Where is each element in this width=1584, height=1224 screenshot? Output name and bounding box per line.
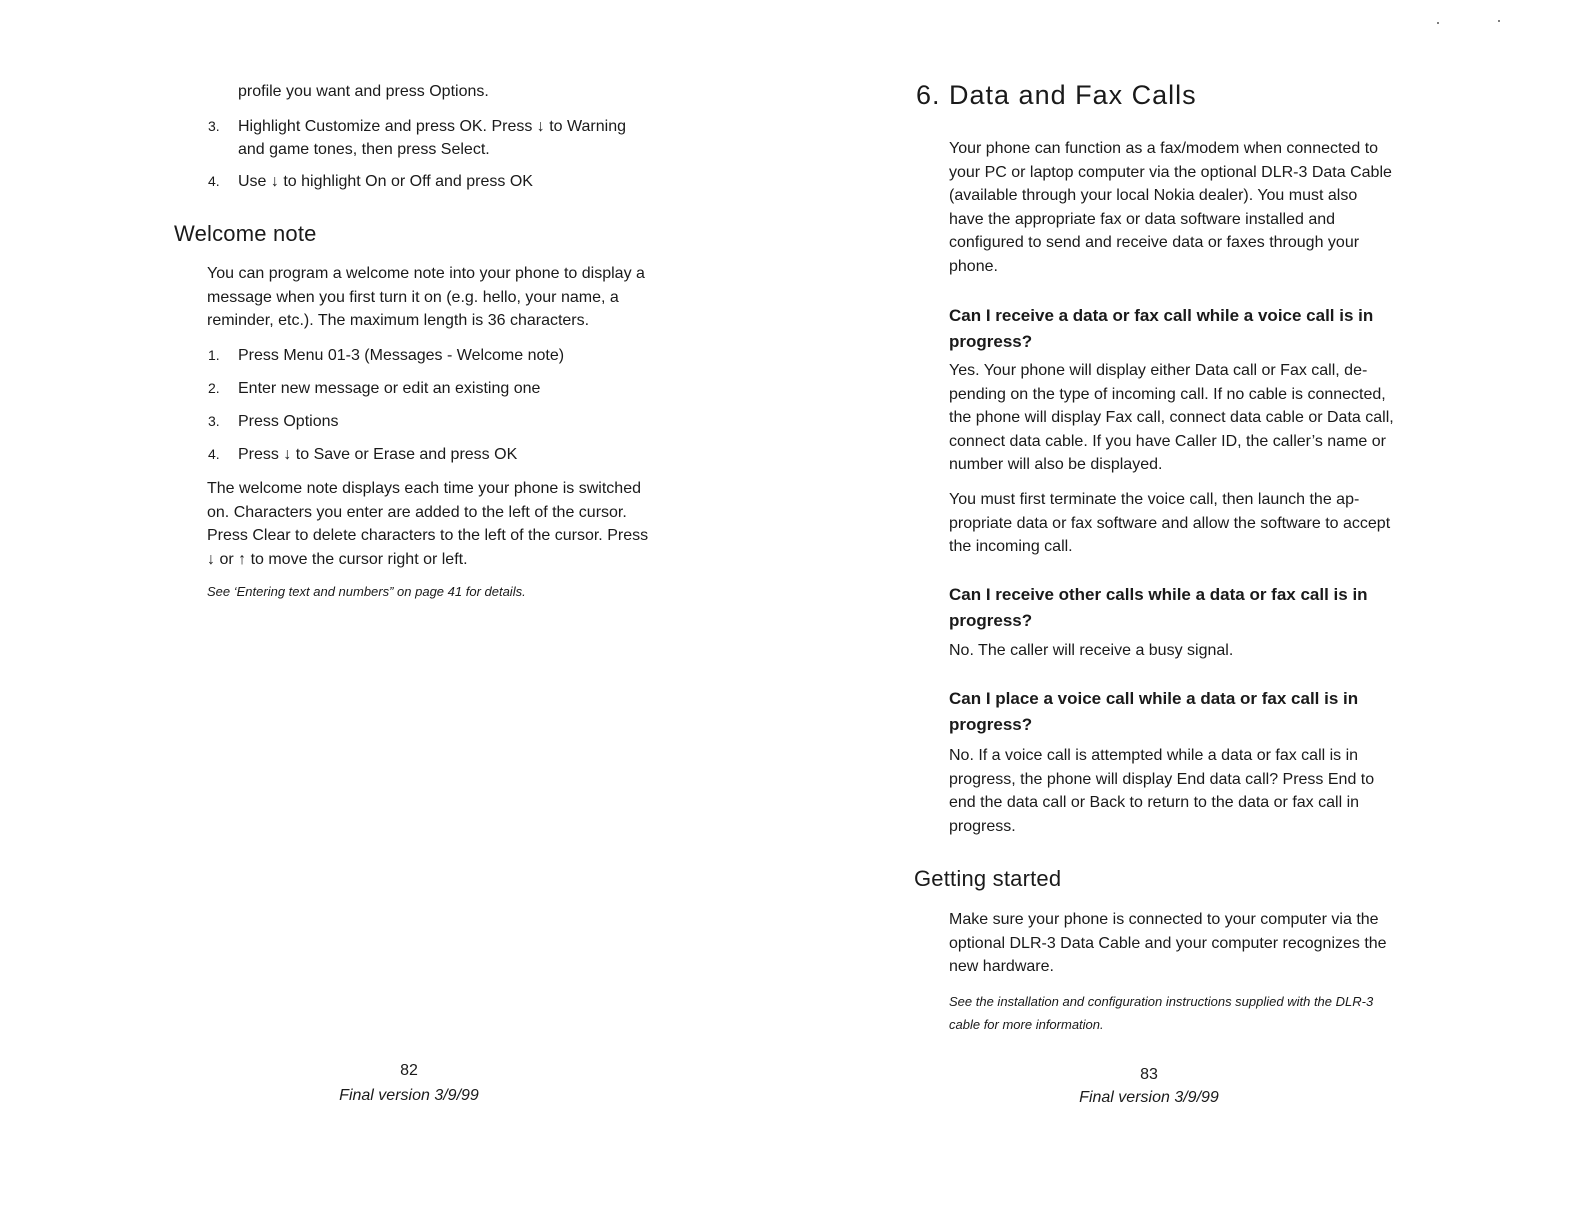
section-title: Welcome note xyxy=(174,221,317,246)
closing-paragraph: The welcome note displays each time your phone is switched on. Characters you enter are added to the left of the cursor. Press Clear to delete characters to the left of the cursor. Press ↓ or ↑ to move the cursor right or left. xyxy=(207,480,649,568)
step-number: 2. xyxy=(208,380,220,396)
intro-line: profile you want and press Options. xyxy=(238,83,489,100)
list-item xyxy=(208,344,658,368)
list-item xyxy=(208,377,658,401)
list-item xyxy=(208,443,658,467)
page-number: 82 xyxy=(400,1062,418,1079)
section-paragraph: Make sure your phone is connected to your computer via the optional DLR-3 Data Cable and your computer recognizes the new hardware. xyxy=(949,911,1387,975)
faq-answer: You must first terminate the voice call, then launch the ap-propriate data or fax software and allow the software to accept the incoming call. xyxy=(949,491,1391,555)
step-text: Press Menu 01-3 (Messages - Welcome note) xyxy=(238,347,565,364)
step-number: 4. xyxy=(208,446,220,462)
see-also-note: See the installation and configuration instructions supplied with the DLR-3 cable for more information. xyxy=(949,994,1374,1032)
step-number: 1. xyxy=(208,347,220,363)
step-number: 4. xyxy=(208,173,220,189)
faq-answer: No. The caller will receive a busy signal. xyxy=(949,642,1234,659)
list-item xyxy=(208,410,658,434)
step-text: Press ↓ to Save or Erase and press OK xyxy=(238,446,518,463)
footer-version: Final version 3/9/99 xyxy=(339,1087,479,1104)
step-number: 3. xyxy=(208,413,220,429)
step-text: Highlight Customize and press OK. Press ↓ to Warning and game tones, then press Select. xyxy=(238,118,627,158)
footer-version: Final version 3/9/99 xyxy=(1079,1089,1219,1106)
list-item xyxy=(208,115,658,163)
faq-question: Can I place a voice call while a data or fax call is in progress? xyxy=(949,689,1359,734)
chapter-title: 6. Data and Fax Calls xyxy=(916,80,1197,110)
step-text: Press Options xyxy=(238,413,339,430)
step-number: 3. xyxy=(208,118,220,134)
list-item xyxy=(208,170,658,194)
section-intro: You can program a welcome note into your phone to display a message when you first turn it on (e.g. hello, your name, a reminder, etc.). The maximum length is 36 characters. xyxy=(207,265,645,329)
right-page xyxy=(792,0,1584,1224)
see-also-note: See ‘Entering text and numbers” on page 41 for details. xyxy=(207,584,526,599)
step-text: Enter new message or edit an existing one xyxy=(238,380,541,397)
step-text: Use ↓ to highlight On or Off and press OK xyxy=(238,173,533,190)
section-title: Getting started xyxy=(914,866,1062,891)
faq-question: Can I receive a data or fax call while a voice call is in progress? xyxy=(949,306,1374,351)
scan-mark xyxy=(1437,22,1439,24)
faq-question: Can I receive other calls while a data or fax call is in progress? xyxy=(949,585,1368,630)
faq-answer: Yes. Your phone will display either Data call or Fax call, de-pending on the type of incoming call. If no cable is connected, the phone will display Fax call, connect data cable or Data call, connect data cable. If you have Caller ID, the caller’s name or number will also be displayed. xyxy=(949,362,1394,473)
scan-mark xyxy=(1498,20,1500,22)
faq-answer: No. If a voice call is attempted while a data or fax call is in progress, the phone will display End data call? Press End to end the data call or Back to return to the data or fax call in progress. xyxy=(949,747,1375,835)
page-number: 83 xyxy=(1140,1066,1158,1083)
chapter-intro: Your phone can function as a fax/modem when connected to your PC or laptop computer via the optional DLR-3 Data Cable (available through your local Nokia dealer). You must also have the appropriate fax or data software installed and configured to send and receive data or faxes through your phone. xyxy=(949,140,1392,275)
